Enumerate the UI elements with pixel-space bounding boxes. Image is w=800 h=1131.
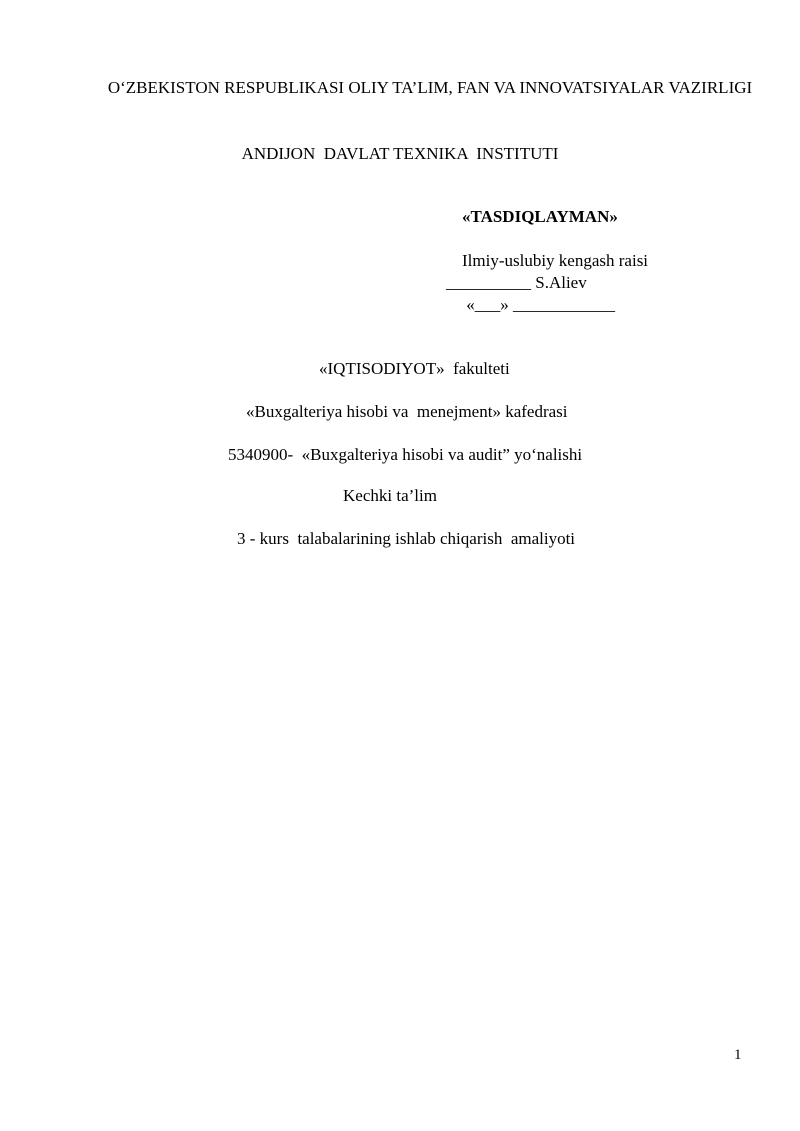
study-form: Kechki ta’lim	[343, 486, 437, 505]
practice-title: 3 - kurs talabalarining ishlab chiqarish amaliyoti	[237, 529, 576, 548]
approval-title: «TASDIQLAYMAN»	[462, 207, 618, 226]
ministry-title: O‘ZBEKISTON RESPUBLIKASI OLIY TA’LIM, FAN VA INNOVATSIYALAR VAZIRLIGI	[107, 78, 753, 97]
institute-title: ANDIJON DAVLAT TEXNIKA INSTITUTI	[241, 144, 559, 163]
page-number: 1	[734, 1047, 742, 1063]
approval-date: «___» ____________	[462, 295, 615, 314]
approval-position: Ilmiy-uslubiy kengash raisi	[462, 251, 649, 270]
department-name: «Buxgalteriya hisobi va menejment» kafedrasi	[246, 402, 568, 421]
approval-signature: __________ S.Aliev	[446, 273, 587, 292]
faculty-name: «IQTISODIYOT» fakulteti	[319, 359, 510, 378]
specialty-name: 5340900- «Buxgalteriya hisobi va audit” yo‘nalishi	[228, 445, 583, 464]
